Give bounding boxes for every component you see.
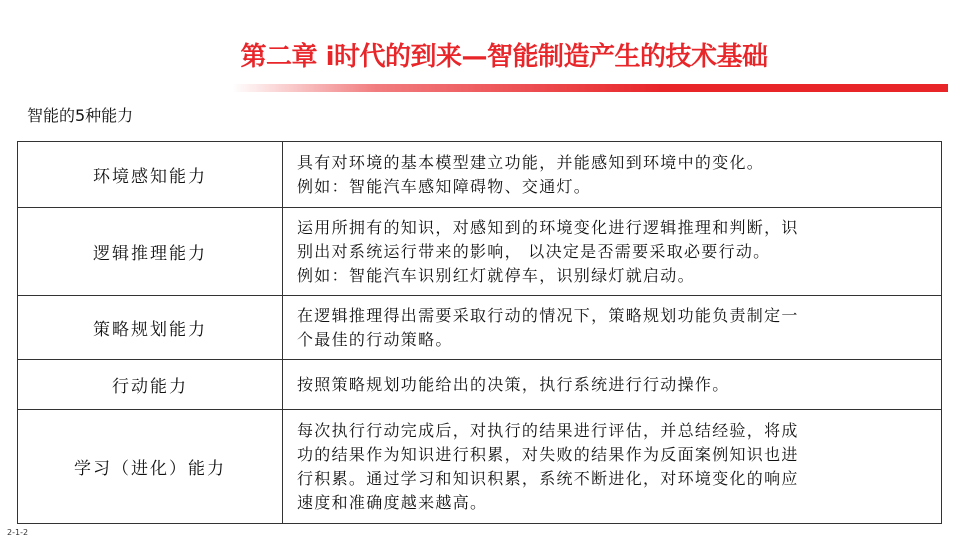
capability-description [283, 142, 942, 208]
description-line: 速度和准确度越来越高。 [297, 492, 488, 512]
description-line: 例如：智能汽车感知障碍物、交通灯。 [297, 176, 592, 196]
description-line: 功的结果作为知识进行积累，对失败的结果作为反面案例知识也进 [297, 444, 799, 464]
title-underline [232, 84, 948, 92]
table-row [18, 410, 942, 524]
capability-name: 策略规划能力 [18, 296, 283, 360]
table-row [18, 296, 942, 360]
capability-description [283, 208, 942, 296]
capability-description [283, 360, 942, 410]
description-line: 例如：智能汽车识别红灯就停车，识别绿灯就启动。 [297, 265, 695, 285]
page-number: 2-1-2 [7, 528, 29, 537]
capability-name: 环境感知能力 [18, 142, 283, 208]
table-row [18, 142, 942, 208]
table-row [18, 208, 942, 296]
description-line: 在逻辑推理得出需要采取行动的情况下，策略规划功能负责制定一 [297, 305, 799, 325]
capability-name: 行动能力 [18, 360, 283, 410]
description-line: 每次执行行动完成后，对执行的结果进行评估，并总结经验，将成 [297, 420, 799, 440]
capability-description [283, 410, 942, 524]
slide-subtitle: 智能的5种能力 [27, 106, 134, 125]
description-line: 具有对环境的基本模型建立功能，并能感知到环境中的变化。 [297, 152, 765, 172]
capability-name: 逻辑推理能力 [18, 208, 283, 296]
capability-name: 学习（进化）能力 [18, 410, 283, 524]
capabilities-table [17, 141, 942, 524]
description-line: 行积累。通过学习和知识积累，系统不断进化，对环境变化的响应 [297, 468, 799, 488]
description-line: 别出对系统运行带来的影响， 以决定是否需要采取必要行动。 [297, 241, 771, 261]
description-line: 个最佳的行动策略。 [297, 329, 453, 349]
table-row [18, 360, 942, 410]
description-line: 运用所拥有的知识，对感知到的环境变化进行逻辑推理和判断，识 [297, 217, 799, 237]
capability-description [283, 296, 942, 360]
slide-title: 第二章 i时代的到来—智能制造产生的技术基础 [240, 42, 768, 72]
description-line: 按照策略规划功能给出的决策，执行系统进行行动操作。 [297, 374, 730, 394]
